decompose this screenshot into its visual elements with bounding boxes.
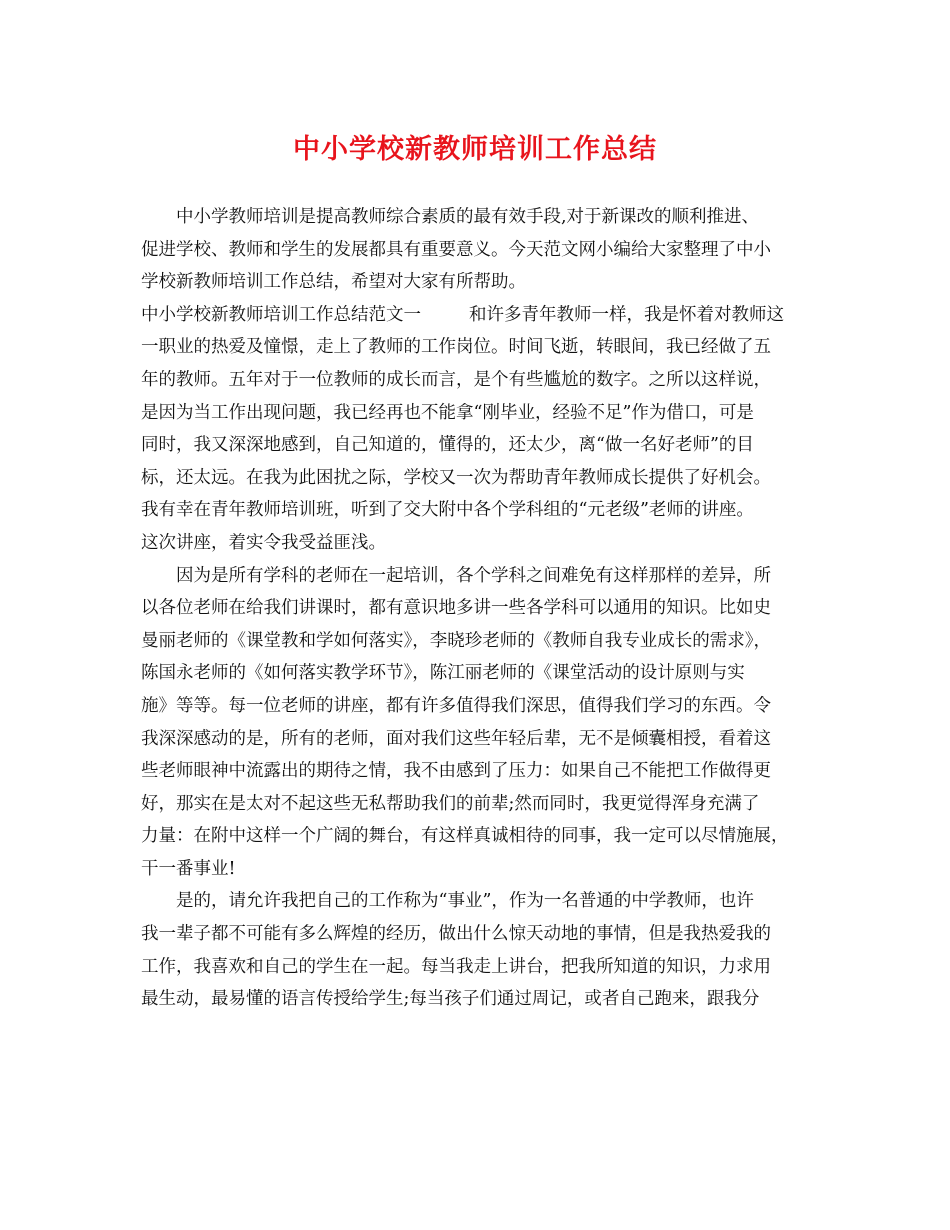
paragraph-line: 好，那实在是太对不起这些无私帮助我们的前辈;然而同时，我更觉得浑身充满了 [141, 793, 760, 814]
document-title: 中小学校新教师培训工作总结 [293, 134, 657, 165]
paragraph-line: 中小学教师培训是提高教师综合素质的最有效手段,对于新课改的顺利推进、 [176, 207, 760, 227]
paragraph-line: 我深深感动的是，所有的老师，面对我们这些年轻后辈，无不是倾囊相授，看着这 [141, 728, 771, 749]
paragraph-line: 一职业的热爱及憧憬，走上了教师的工作岗位。时间飞逝，转眼间，我已经做了五 [141, 337, 771, 358]
paragraph-line: 干一番事业! [141, 858, 236, 879]
paragraph-line: 同时，我又深深地感到，自己知道的，懂得的，还太少，离“做一名好老师”的目 [141, 435, 754, 456]
paragraph-line: 我一辈子都不可能有多么辉煌的经历，做出什么惊天动地的事情，但是我热爱我的 [141, 924, 771, 945]
paragraph-line: 最生动，最易懂的语言传授给学生;每当孩子们通过周记，或者自己跑来，跟我分 [141, 989, 760, 1010]
paragraph-line: 以各位老师在给我们讲课时，都有意识地多讲一些各学科可以通用的知识。比如史 [141, 598, 771, 619]
paragraph-line: 曼丽老师的《课堂教和学如何落实》，李晓珍老师的《教师自我专业成长的需求》， [141, 630, 771, 651]
document-body [141, 201, 813, 1016]
paragraph-line: 力量：在附中这样一个广阔的舞台，有这样真诚相待的同事，我一定可以尽情施展， [141, 826, 789, 847]
paragraph-line: 因为是所有学科的老师在一起培训，各个学科之间难免有这样那样的差异，所 [176, 565, 771, 586]
paragraph-line: 标，还太远。在我为此困扰之际，学校又一次为帮助青年教师成长提供了好机会。 [141, 467, 771, 488]
paragraph-line [141, 299, 813, 332]
paragraph-line: 些老师眼神中流露出的期待之情，我不由感到了压力：如果自己不能把工作做得更 [141, 761, 771, 782]
paragraph-line: 施》等等。每一位老师的讲座，都有许多值得我们深思，值得我们学习的东西。令 [141, 695, 771, 716]
paragraph-line: 促进学校、教师和学生的发展都具有重要意义。今天范文网小编给大家整理了中小 [141, 239, 771, 260]
paragraph-line: 年的教师。五年对于一位教师的成长而言，是个有些尴尬的数字。之所以这样说， [141, 369, 771, 390]
paragraph-line: 是的，请允许我把自己的工作称为“事业”，作为一名普通的中学教师，也许 [176, 891, 754, 912]
paragraph-line: 这次讲座，着实令我受益匪浅。 [141, 532, 386, 553]
paragraph-line: 陈国永老师的《如何落实教学环节》，陈江丽老师的《课堂活动的设计原则与实 [141, 663, 745, 684]
paragraph-text: 和许多青年教师一样，我是怀着对教师这 [469, 304, 784, 325]
paragraph-line: 学校新教师培训工作总结，希望对大家有所帮助。 [141, 272, 526, 293]
paragraph-line: 工作，我喜欢和自己的学生在一起。每当我走上讲台，把我所知道的知识，力求用 [141, 956, 771, 977]
paragraph-line: 我有幸在青年教师培训班，听到了交大附中各个学科组的“元老级”老师的讲座。 [141, 500, 754, 521]
section-heading: 中小学校新教师培训工作总结范文一 [141, 304, 421, 325]
paragraph-line: 是因为当工作出现问题，我已经再也不能拿“刚毕业，经验不足”作为借口，可是 [141, 402, 754, 423]
